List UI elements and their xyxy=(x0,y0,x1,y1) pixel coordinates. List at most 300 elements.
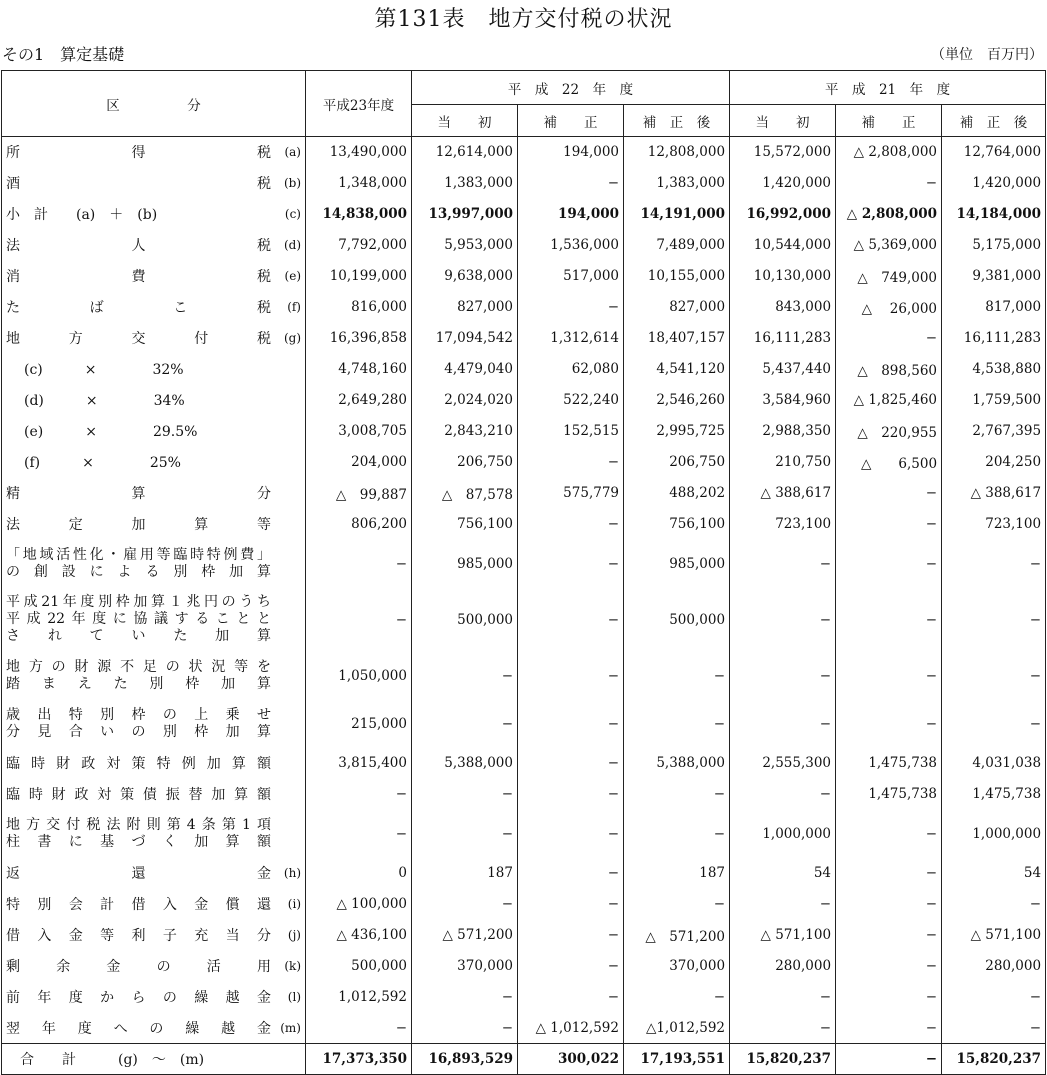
value-cell: 300,022 xyxy=(518,1044,624,1075)
value-cell: − xyxy=(730,1013,836,1044)
value-cell: 206,750 xyxy=(412,447,518,478)
value-cell: △ 2,808,000 xyxy=(836,137,942,168)
value-cell: 10,155,000 xyxy=(624,261,730,292)
value-cell: 816,000 xyxy=(306,292,412,323)
value-cell: △ 1,012,592 xyxy=(518,1013,624,1044)
value-cell: 206,750 xyxy=(624,447,730,478)
table-row xyxy=(2,354,1046,385)
value-cell: 5,953,000 xyxy=(412,230,518,261)
table-row xyxy=(2,652,1046,700)
row-label-text: 前年度からの繰越金 xyxy=(6,990,271,1006)
value-cell: 723,100 xyxy=(730,509,836,540)
value-cell: 488,202 xyxy=(624,478,730,509)
value-cell: 280,000 xyxy=(730,951,836,982)
value-cell: − xyxy=(518,858,624,889)
value-cell: 756,100 xyxy=(412,509,518,540)
value-cell: 16,893,529 xyxy=(412,1044,518,1075)
table-row xyxy=(2,889,1046,920)
value-cell: 723,100 xyxy=(942,509,1046,540)
value-cell: − xyxy=(836,1044,942,1075)
value-cell: 204,250 xyxy=(942,447,1046,478)
row-marker: (e) xyxy=(284,269,301,283)
value-cell: 3,008,705 xyxy=(306,416,412,447)
row-label-text xyxy=(6,817,301,851)
value-cell: 806,200 xyxy=(306,509,412,540)
value-cell: − xyxy=(624,982,730,1013)
table-row xyxy=(2,951,1046,982)
value-cell: 1,012,592 xyxy=(306,982,412,1013)
value-cell: 1,759,500 xyxy=(942,385,1046,416)
row-marker: (f) xyxy=(287,300,301,314)
row-label xyxy=(2,982,306,1013)
row-label-text: 地方交付税 xyxy=(6,331,271,347)
value-cell: 16,396,858 xyxy=(306,323,412,354)
value-cell: − xyxy=(942,588,1046,652)
table-row xyxy=(2,168,1046,199)
value-cell: 1,348,000 xyxy=(306,168,412,199)
value-cell: − xyxy=(836,700,942,748)
row-label-text xyxy=(6,547,301,581)
value-cell: 4,538,880 xyxy=(942,354,1046,385)
value-cell: 827,000 xyxy=(412,292,518,323)
value-cell: 2,843,210 xyxy=(412,416,518,447)
value-cell: 4,031,038 xyxy=(942,748,1046,779)
value-cell: − xyxy=(412,1013,518,1044)
header-fy2009: 平 成 21 年 度 xyxy=(730,71,1046,105)
value-cell: 1,420,000 xyxy=(942,168,1046,199)
row-label-line: 地方交付税法附則第4条第1項 xyxy=(6,816,271,833)
value-cell: 10,199,000 xyxy=(306,261,412,292)
value-cell: 9,638,000 xyxy=(412,261,518,292)
row-label xyxy=(2,1044,306,1075)
value-cell: 280,000 xyxy=(942,951,1046,982)
row-label xyxy=(2,920,306,951)
value-cell: − xyxy=(624,652,730,700)
value-cell: 15,820,237 xyxy=(730,1044,836,1075)
value-cell: 4,748,160 xyxy=(306,354,412,385)
table-row xyxy=(2,261,1046,292)
header-fy2010: 平 成 22 年 度 xyxy=(412,71,730,105)
value-cell: 1,000,000 xyxy=(730,810,836,858)
row-label-line: 「地域活性化・雇用等臨時特例費」 xyxy=(6,546,271,563)
row-label xyxy=(2,540,306,588)
value-cell: 194,000 xyxy=(518,199,624,230)
row-label-line: 柱書に基づく加算額 xyxy=(6,833,271,850)
value-cell: 575,779 xyxy=(518,478,624,509)
row-marker: (g) xyxy=(283,331,301,345)
value-cell: − xyxy=(412,810,518,858)
value-cell: 187 xyxy=(624,858,730,889)
value-cell: △ 898,560 xyxy=(836,354,942,385)
row-label-text: 合 計 (g) 〜 (m) xyxy=(6,1052,205,1068)
value-cell: − xyxy=(518,748,624,779)
value-cell: − xyxy=(518,889,624,920)
value-cell: − xyxy=(624,810,730,858)
row-marker: (l) xyxy=(287,990,301,1004)
value-cell: 3,584,960 xyxy=(730,385,836,416)
value-cell: △ 100,000 xyxy=(306,889,412,920)
value-cell: − xyxy=(518,447,624,478)
row-label xyxy=(2,478,306,509)
table-row xyxy=(2,779,1046,810)
value-cell: − xyxy=(942,889,1046,920)
value-cell: 500,000 xyxy=(624,588,730,652)
value-cell: 13,490,000 xyxy=(306,137,412,168)
row-label xyxy=(2,230,306,261)
value-cell: − xyxy=(836,951,942,982)
value-cell: △1,012,592 xyxy=(624,1013,730,1044)
value-cell: △ 571,200 xyxy=(412,920,518,951)
value-cell: − xyxy=(836,1013,942,1044)
row-label-line: 踏まえた別枠加算 xyxy=(6,675,271,692)
value-cell: 3,815,400 xyxy=(306,748,412,779)
value-cell: − xyxy=(518,509,624,540)
value-cell: − xyxy=(306,588,412,652)
value-cell: − xyxy=(518,779,624,810)
value-cell: − xyxy=(836,540,942,588)
header-sub: 補 正 xyxy=(836,105,942,137)
table-row xyxy=(2,447,1046,478)
row-label-line: されていた加算 xyxy=(6,628,271,644)
value-cell: △ 2,808,000 xyxy=(836,199,942,230)
row-label xyxy=(2,261,306,292)
row-label-text xyxy=(6,659,301,693)
value-cell: 14,184,000 xyxy=(942,199,1046,230)
value-cell: △ 220,955 xyxy=(836,416,942,447)
value-cell: − xyxy=(730,889,836,920)
value-cell: △ 388,617 xyxy=(730,478,836,509)
row-label-text: 翌年度への繰越金 xyxy=(6,1020,271,1037)
value-cell: − xyxy=(518,951,624,982)
row-label xyxy=(2,858,306,889)
row-marker: (d) xyxy=(283,238,301,252)
value-cell: 4,541,120 xyxy=(624,354,730,385)
value-cell: − xyxy=(942,700,1046,748)
value-cell: − xyxy=(836,810,942,858)
value-cell: 2,995,725 xyxy=(624,416,730,447)
row-label xyxy=(2,889,306,920)
value-cell: − xyxy=(518,652,624,700)
row-label xyxy=(2,588,306,652)
value-cell: 827,000 xyxy=(624,292,730,323)
row-label xyxy=(2,292,306,323)
value-cell: 5,388,000 xyxy=(412,748,518,779)
table-body xyxy=(2,137,1046,1075)
value-cell: 817,000 xyxy=(942,292,1046,323)
value-cell: 17,193,551 xyxy=(624,1044,730,1075)
row-label-text: (f) × 25% xyxy=(24,455,181,471)
row-label-text: (e) × 29.5% xyxy=(24,424,198,440)
row-marker: (i) xyxy=(287,897,301,911)
row-marker: (j) xyxy=(287,928,301,942)
value-cell: − xyxy=(412,652,518,700)
value-cell: △ 749,000 xyxy=(836,261,942,292)
value-cell: − xyxy=(942,982,1046,1013)
value-cell: 1,383,000 xyxy=(624,168,730,199)
table-row xyxy=(2,385,1046,416)
value-cell: 15,572,000 xyxy=(730,137,836,168)
row-label-text: 精算分 xyxy=(6,486,271,502)
table-row xyxy=(2,982,1046,1013)
table-row xyxy=(2,323,1046,354)
row-label-text: 借入金等利子充当分 xyxy=(6,928,271,944)
header-fy2011: 平成23年度 xyxy=(306,71,412,137)
table-row xyxy=(2,588,1046,652)
row-label xyxy=(2,509,306,540)
value-cell: − xyxy=(412,889,518,920)
value-cell: 1,536,000 xyxy=(518,230,624,261)
value-cell: △ 5,369,000 xyxy=(836,230,942,261)
header-sub: 補 正 後 xyxy=(624,105,730,137)
value-cell: 5,437,440 xyxy=(730,354,836,385)
value-cell: 10,544,000 xyxy=(730,230,836,261)
value-cell: 204,000 xyxy=(306,447,412,478)
row-label-line: 歳出特別枠の上乗せ xyxy=(6,706,271,723)
value-cell: − xyxy=(518,540,624,588)
value-cell: − xyxy=(836,323,942,354)
row-label xyxy=(2,748,306,779)
value-cell: − xyxy=(942,1013,1046,1044)
row-label-text: 法人税 xyxy=(6,238,271,254)
row-label xyxy=(2,951,306,982)
value-cell: 152,515 xyxy=(518,416,624,447)
row-label xyxy=(2,168,306,199)
value-cell: − xyxy=(730,540,836,588)
value-cell: 1,475,738 xyxy=(836,748,942,779)
value-cell: 843,000 xyxy=(730,292,836,323)
row-label xyxy=(2,700,306,748)
header-sub: 補 正 xyxy=(518,105,624,137)
row-label xyxy=(2,354,306,385)
row-label xyxy=(2,810,306,858)
row-marker: (a) xyxy=(284,145,301,160)
value-cell: 985,000 xyxy=(624,540,730,588)
row-label-text xyxy=(6,594,301,645)
value-cell: 12,614,000 xyxy=(412,137,518,168)
value-cell: 54 xyxy=(730,858,836,889)
value-cell: 12,808,000 xyxy=(624,137,730,168)
value-cell: − xyxy=(624,779,730,810)
value-cell: − xyxy=(836,920,942,951)
row-label xyxy=(2,779,306,810)
value-cell: − xyxy=(412,700,518,748)
value-cell: 187 xyxy=(412,858,518,889)
row-marker: (b) xyxy=(283,176,301,190)
row-label xyxy=(2,1013,306,1044)
value-cell: − xyxy=(518,982,624,1013)
value-cell: 210,750 xyxy=(730,447,836,478)
row-label xyxy=(2,416,306,447)
grant-tax-table xyxy=(1,70,1046,1075)
value-cell: − xyxy=(836,478,942,509)
row-label-text: 所得税 xyxy=(6,145,271,162)
value-cell: △ 571,100 xyxy=(730,920,836,951)
value-cell: − xyxy=(836,889,942,920)
value-cell: 5,388,000 xyxy=(624,748,730,779)
value-cell: − xyxy=(836,588,942,652)
header-sub: 当 初 xyxy=(412,105,518,137)
row-label-line: 分見合いの別枠加算 xyxy=(6,723,271,740)
row-label-text: 酒税 xyxy=(6,176,271,192)
value-cell: △ 436,100 xyxy=(306,920,412,951)
value-cell: − xyxy=(836,509,942,540)
value-cell: 2,546,260 xyxy=(624,385,730,416)
value-cell: 2,024,020 xyxy=(412,385,518,416)
value-cell: 2,988,350 xyxy=(730,416,836,447)
table-row xyxy=(2,920,1046,951)
table-row xyxy=(2,700,1046,748)
value-cell: − xyxy=(412,982,518,1013)
value-cell: 1,000,000 xyxy=(942,810,1046,858)
value-cell: △ 26,000 xyxy=(836,292,942,323)
value-cell: 16,992,000 xyxy=(730,199,836,230)
table-row xyxy=(2,748,1046,779)
value-cell: 517,000 xyxy=(518,261,624,292)
row-marker: (k) xyxy=(284,959,301,973)
value-cell: − xyxy=(836,168,942,199)
value-cell: 13,997,000 xyxy=(412,199,518,230)
value-cell: 16,111,283 xyxy=(942,323,1046,354)
row-label xyxy=(2,323,306,354)
row-marker: (c) xyxy=(284,207,301,221)
row-label-text: 小 計 (a) ＋ (b) xyxy=(6,207,158,223)
value-cell: 17,094,542 xyxy=(412,323,518,354)
value-cell: − xyxy=(730,588,836,652)
value-cell: 500,000 xyxy=(412,588,518,652)
value-cell: 0 xyxy=(306,858,412,889)
value-cell: 370,000 xyxy=(624,951,730,982)
row-label-text xyxy=(6,707,301,741)
value-cell: − xyxy=(730,982,836,1013)
value-cell: 14,191,000 xyxy=(624,199,730,230)
value-cell: − xyxy=(730,700,836,748)
table-row xyxy=(2,478,1046,509)
value-cell: 16,111,283 xyxy=(730,323,836,354)
row-label-text: (d) × 34% xyxy=(24,393,185,409)
value-cell: △ 388,617 xyxy=(942,478,1046,509)
value-cell: 756,100 xyxy=(624,509,730,540)
value-cell: 522,240 xyxy=(518,385,624,416)
value-cell: 500,000 xyxy=(306,951,412,982)
row-label xyxy=(2,137,306,168)
value-cell: − xyxy=(306,1013,412,1044)
header-sub: 当 初 xyxy=(730,105,836,137)
value-cell: − xyxy=(518,810,624,858)
value-cell: 14,838,000 xyxy=(306,199,412,230)
value-cell: − xyxy=(942,652,1046,700)
row-label-text: 臨時財政対策特例加算額 xyxy=(6,756,271,772)
table-row xyxy=(2,199,1046,230)
value-cell: 7,792,000 xyxy=(306,230,412,261)
value-cell: 1,383,000 xyxy=(412,168,518,199)
value-cell: 1,050,000 xyxy=(306,652,412,700)
value-cell: − xyxy=(306,810,412,858)
table-subtitle: その1 算定基礎 xyxy=(2,45,125,64)
value-cell: − xyxy=(412,779,518,810)
value-cell: − xyxy=(836,652,942,700)
table-row xyxy=(2,1013,1046,1044)
row-marker: (h) xyxy=(283,866,301,880)
value-cell: 2,555,300 xyxy=(730,748,836,779)
value-cell: 215,000 xyxy=(306,700,412,748)
row-label-line: の創設による別枠加算 xyxy=(6,563,271,580)
row-label-line: 地方の財源不足の状況等を xyxy=(6,658,271,675)
header-kubun: 区 分 xyxy=(2,71,306,137)
table-row xyxy=(2,137,1046,168)
value-cell: 5,175,000 xyxy=(942,230,1046,261)
value-cell: − xyxy=(518,700,624,748)
table-row xyxy=(2,810,1046,858)
value-cell: 54 xyxy=(942,858,1046,889)
value-cell: 194,000 xyxy=(518,137,624,168)
row-label xyxy=(2,199,306,230)
value-cell: △ 99,887 xyxy=(306,478,412,509)
value-cell: − xyxy=(624,700,730,748)
table-row xyxy=(2,1044,1046,1075)
value-cell: 2,649,280 xyxy=(306,385,412,416)
row-label-line: 平成22年度に協議することと xyxy=(6,611,271,627)
row-label xyxy=(2,447,306,478)
value-cell: − xyxy=(730,779,836,810)
value-cell: − xyxy=(836,982,942,1013)
row-label xyxy=(2,385,306,416)
value-cell: 17,373,350 xyxy=(306,1044,412,1075)
value-cell: 2,767,395 xyxy=(942,416,1046,447)
row-label xyxy=(2,652,306,700)
value-cell: 62,080 xyxy=(518,354,624,385)
table-row xyxy=(2,858,1046,889)
value-cell: 9,381,000 xyxy=(942,261,1046,292)
value-cell: 1,312,614 xyxy=(518,323,624,354)
row-label-text: 消費税 xyxy=(6,269,271,285)
value-cell: △ 87,578 xyxy=(412,478,518,509)
row-marker: (m) xyxy=(280,1020,301,1035)
value-cell: − xyxy=(306,779,412,810)
value-cell: 18,407,157 xyxy=(624,323,730,354)
value-cell: − xyxy=(306,540,412,588)
value-cell: − xyxy=(942,540,1046,588)
row-label-line: 平成21年度別枠加算１兆円のうち xyxy=(6,594,271,610)
table-row xyxy=(2,509,1046,540)
value-cell: 4,479,040 xyxy=(412,354,518,385)
unit-note: （単位 百万円） xyxy=(931,47,1043,63)
header-sub: 補 正 後 xyxy=(942,105,1046,137)
row-label-text: (c) × 32% xyxy=(24,362,184,378)
value-cell: − xyxy=(836,858,942,889)
row-label-text: 特別会計借入金償還 xyxy=(6,897,271,913)
table-row xyxy=(2,416,1046,447)
value-cell: 1,475,738 xyxy=(942,779,1046,810)
table-row xyxy=(2,230,1046,261)
page-title: 第131表 地方交付税の状況 xyxy=(374,7,673,32)
value-cell: − xyxy=(518,292,624,323)
value-cell: 7,489,000 xyxy=(624,230,730,261)
value-cell: 1,475,738 xyxy=(836,779,942,810)
value-cell: 370,000 xyxy=(412,951,518,982)
value-cell: 10,130,000 xyxy=(730,261,836,292)
value-cell: − xyxy=(518,920,624,951)
value-cell: − xyxy=(518,168,624,199)
value-cell: 1,420,000 xyxy=(730,168,836,199)
value-cell: − xyxy=(624,889,730,920)
value-cell: − xyxy=(730,652,836,700)
table-row xyxy=(2,540,1046,588)
value-cell: 12,764,000 xyxy=(942,137,1046,168)
row-label-text: 法定加算等 xyxy=(6,517,271,533)
value-cell: − xyxy=(518,588,624,652)
value-cell: 985,000 xyxy=(412,540,518,588)
value-cell: △ 571,200 xyxy=(624,920,730,951)
